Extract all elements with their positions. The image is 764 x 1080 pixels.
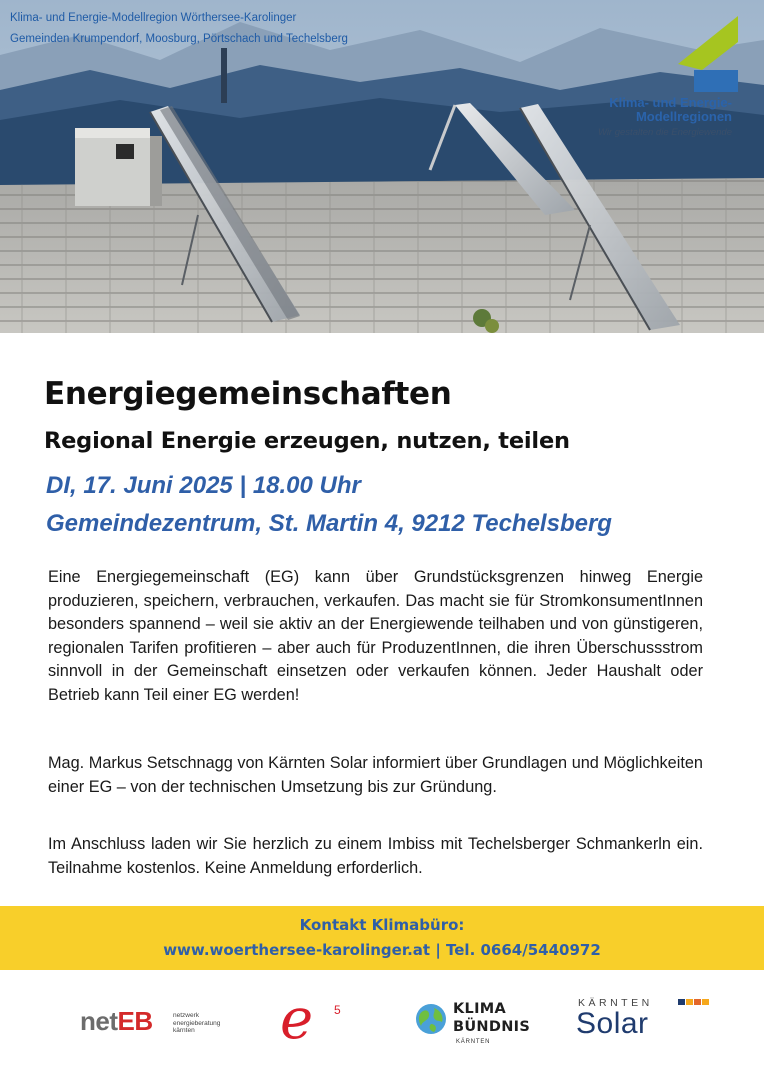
event-location: Gemeindezentrum, St. Martin 4, 9212 Techelsberg (46, 510, 612, 537)
page-title: Energiegemeinschaften (44, 376, 452, 412)
region-municipalities-line: Gemeinden Krumpendorf, Moosburg, Pörtschach und Techelsberg (10, 33, 348, 45)
neteb-logo (80, 1004, 230, 1044)
e5-letter: e (280, 992, 314, 1052)
ksolar-region-text: KÄRNTEN (578, 997, 653, 1009)
contact-heading: Kontakt Klimabüro: (299, 916, 465, 934)
buendnis-text: BÜNDNIS (453, 1019, 531, 1035)
contact-bar (0, 906, 764, 970)
neteb-small-line-2: energieberatung (173, 1019, 221, 1027)
neteb-eb-text: EB (117, 1006, 153, 1036)
ksolar-square-2-icon (686, 999, 693, 1005)
e5-logo-mark-icon (278, 992, 348, 1052)
ksolar-square-1-icon (678, 999, 685, 1005)
klima-region-text: KÄRNTEN (456, 1039, 491, 1045)
kem-logo-mark-icon (676, 12, 740, 92)
klimabuendnis-logo (412, 1000, 532, 1050)
ksolar-square-3-icon (694, 999, 701, 1005)
region-name-line: Klima- und Energie-Modellregion Wörthersee-Karolinger (10, 12, 297, 24)
klima-text: KLIMA (453, 1001, 507, 1017)
neteb-small-line-3: kärnten (173, 1027, 195, 1034)
contact-details: www.woerthersee-karolinger.at | Tel. 0664/5440972 (163, 941, 601, 959)
ksolar-square-4-icon (702, 999, 709, 1005)
e5-logo (278, 992, 348, 1052)
neteb-small-line-1: netzwerk (173, 1012, 200, 1019)
event-date: DI, 17. Juni 2025 | 18.00 Uhr (46, 472, 361, 499)
e5-superscript: 5 (334, 1003, 341, 1017)
kem-logo-tagline: Wir gestalten die Energiewende (597, 127, 732, 138)
neteb-net-text: net (80, 1006, 118, 1036)
kaernten-solar-logo (574, 996, 724, 1046)
globe-icon (414, 1002, 448, 1036)
page-subtitle: Regional Energie erzeugen, nutzen, teilen (44, 428, 570, 454)
kem-logo-line-2: Modellregionen (635, 109, 732, 124)
ksolar-solar-text: Solar (576, 1007, 649, 1040)
hero-photo (0, 0, 764, 333)
invitation-paragraph: Im Anschluss laden wir Sie herzlich zu einem Imbiss mit Techelsberger Schmankerln ein. Teilnahme kostenlos. Keine Anmeldung erforderlich. (48, 835, 703, 877)
kem-logo-line-1: Klima- und Energie- (609, 95, 732, 110)
intro-paragraph: Eine Energiegemeinschaft (EG) kann über Grundstücksgrenzen hinweg Energie produzieren, speichern, verbrauchen, verkaufen. Das macht sie für StromkonsumentInnen besonders spannend – weil sie aktiv an der Energiewende teilhaben und von günstigeren, regionalen Tarifen profitieren – aber auch für ProduzentInnen, die ihren Überschussstrom sinnvoll in der Gemeinschaft einsetzen oder verkaufen können. Jeder Haushalt oder Betrieb kann Teil einer EG werden! (48, 568, 703, 704)
speaker-paragraph: Mag. Markus Setschnagg von Kärnten Solar informiert über Grundlagen und Möglichkeiten einer EG – von der technischen Umsetzung bis zur Gründung. (48, 754, 703, 796)
klima-energie-modellregionen-logo (592, 12, 752, 142)
